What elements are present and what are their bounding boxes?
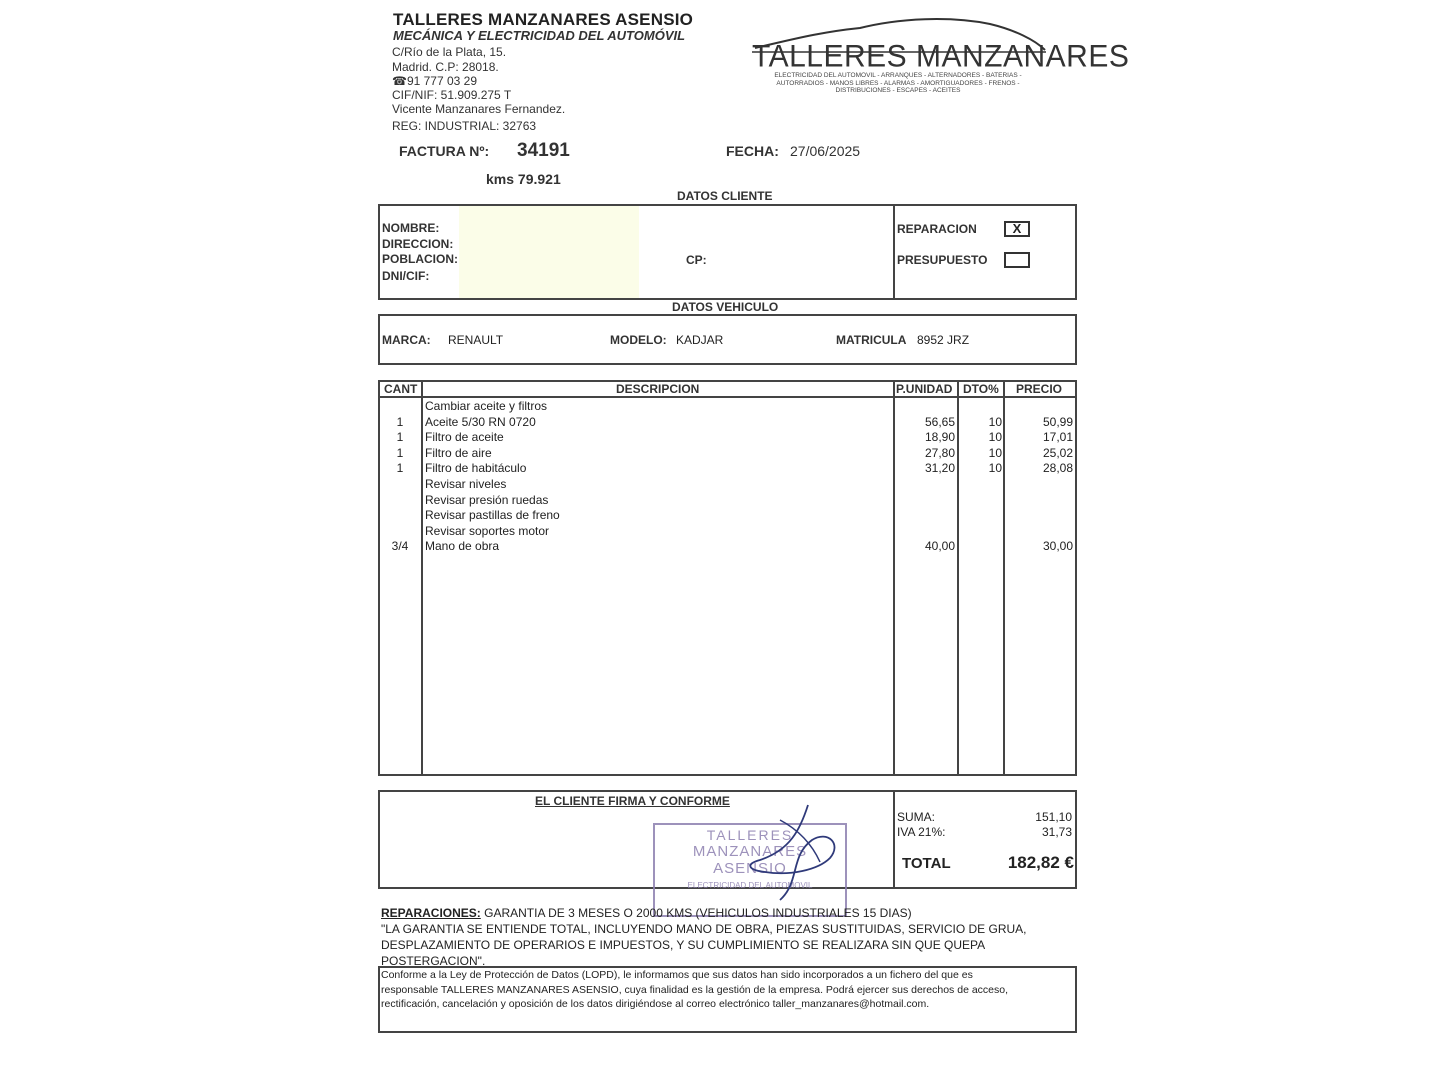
header-price: PRECIO [1016, 382, 1063, 396]
reparacion-checkbox[interactable]: X [1004, 221, 1030, 237]
stamp-line-1: TALLERES [706, 827, 794, 843]
item-description: Filtro de habitáculo [425, 461, 527, 476]
stamp-line-3: ELECTRICIDAD DEL AUTOMOVIL [687, 881, 813, 890]
item-price: 25,02 [1042, 445, 1073, 460]
suma-label: SUMA: [897, 810, 936, 824]
item-price: 30,00 [1042, 539, 1073, 554]
warranty-line-2: "LA GARANTIA SE ENTIENDE TOTAL, INCLUYENDO MANO DE OBRA, PIEZAS SUSTITUIDAS, SERVICIO DE GRUA, [381, 922, 1027, 936]
item-description: Revisar soportes motor [425, 523, 550, 538]
company-phone: ☎91 777 03 29 [392, 74, 478, 88]
warranty-line-4: POSTERGACION". [381, 954, 486, 968]
item-unit-price: 56,65 [924, 414, 955, 429]
item-qty: 1 [396, 414, 404, 429]
client-town-label: POBLACION: [382, 252, 458, 266]
client-section-title: DATOS CLIENTE [677, 189, 773, 203]
iva-label: IVA 21%: [897, 825, 946, 839]
company-reg: REG: INDUSTRIAL: 32763 [392, 119, 537, 133]
presupuesto-label: PRESUPUESTO [897, 253, 988, 267]
company-address: C/Río de la Plata, 15. [392, 45, 507, 59]
presupuesto-checkbox[interactable] [1004, 252, 1030, 268]
warranty-text: GARANTIA DE 3 MESES O 2000 KMS (VEHICULOS INDUSTRIALES 15 DIAS) [480, 906, 912, 920]
warranty-label: REPARACIONES: [381, 906, 481, 920]
item-description: Aceite 5/30 RN 0720 [425, 414, 536, 429]
header-desc: DESCRIPCION [616, 382, 700, 396]
item-discount: 10 [988, 445, 1002, 460]
item-description: Revisar niveles [425, 477, 507, 491]
col-divider-desc [893, 380, 895, 776]
redacted-client-data [459, 206, 639, 298]
lopd-text [381, 968, 1073, 1012]
item-discount: 10 [988, 461, 1002, 476]
logo-title: TALLERES MANZANARES [752, 39, 1130, 74]
item-discount: 10 [988, 430, 1002, 445]
totals-divider [893, 790, 895, 889]
item-price: 17,01 [1042, 430, 1073, 445]
marca-value: RENAULT [448, 333, 504, 347]
lopd-line-1: Conforme a la Ley de Protección de Datos (LOPD), le informamos que sus datos han sido incorporados a un fichero del que es [381, 969, 973, 981]
item-description: Filtro de aire [425, 445, 492, 460]
marca-label: MARCA: [382, 333, 431, 347]
reparacion-label: REPARACION [897, 222, 977, 236]
client-divider [893, 204, 895, 300]
item-unit-price: 27,80 [924, 445, 955, 460]
col-divider-dto [1003, 380, 1005, 776]
modelo-label: MODELO: [610, 333, 667, 347]
invoice-kms: kms 79.921 [486, 171, 561, 187]
client-name-label: NOMBRE: [382, 221, 440, 235]
logo-services: ELECTRICIDAD DEL AUTOMOVIL - ARRANQUES - ALTERNADORES - BATERIAS - AUTORRADIOS - MANOS LIBRES - ALARMAS - AMORTIGUADORES - FRENOS - DISTRIBUCIONES - ESCAPES - ACEITES [774, 72, 1022, 94]
item-price: 50,99 [1042, 414, 1073, 429]
invoice-number: 34191 [517, 140, 570, 161]
header-dto: DTO% [963, 382, 999, 396]
item-description: Revisar pastillas de freno [425, 508, 560, 523]
item-description: Cambiar aceite y filtros [425, 399, 548, 413]
lopd-line-2: responsable TALLERES MANZANARES ASENSIO, cuya finalidad es la gestión de la empresa. Podrá ejercer sus derechos de acceso, [381, 983, 1009, 996]
item-qty: 1 [396, 461, 404, 476]
iva-value: 31,73 [1041, 825, 1072, 839]
header-unit: P.UNIDAD [896, 382, 953, 396]
item-qty: 1 [396, 430, 404, 445]
item-discount: 10 [988, 414, 1002, 429]
lopd-line-3: rectificación, cancelación y oposición de los datos dirigiéndose al correo electrónico taller_manzanares@hotmail.com. [381, 998, 930, 1010]
suma-value: 151,10 [1035, 810, 1072, 824]
invoice-date-label: FECHA: [726, 143, 779, 159]
items-header-rule [378, 396, 1077, 398]
warranty-block [381, 905, 1081, 969]
company-cif: CIF/NIF: 51.909.275 T [392, 88, 512, 102]
total-label: TOTAL [902, 855, 951, 872]
client-dni-label: DNI/CIF: [382, 269, 430, 283]
matricula-label: MATRICULA [836, 333, 907, 347]
matricula-value: 8952 JRZ [917, 333, 970, 347]
item-unit-price: 18,90 [924, 430, 955, 445]
client-address-label: DIRECCION: [382, 237, 454, 251]
company-city: Madrid. C.P: 28018. [392, 60, 499, 74]
item-qty: 1 [396, 445, 404, 460]
modelo-value: KADJAR [676, 333, 724, 347]
invoice-number-label: FACTURA Nº: [399, 143, 490, 159]
header-cant: CANT [384, 382, 418, 396]
signature [720, 800, 860, 910]
item-unit-price: 40,00 [924, 539, 955, 554]
col-divider-cant [421, 380, 423, 776]
company-subtitle: MECÁNICA Y ELECTRICIDAD DEL AUTOMÓVIL [393, 28, 686, 43]
client-cp-label: CP: [686, 253, 707, 267]
total-value: 182,82 € [1007, 853, 1074, 872]
company-name: TALLERES MANZANARES ASENSIO [393, 10, 694, 29]
col-divider-unit [957, 380, 959, 776]
company-owner: Vicente Manzanares Fernandez. [392, 102, 566, 116]
client-signature-label: EL CLIENTE FIRMA Y CONFORME [535, 794, 730, 808]
stamp-line-2: MANZANARES ASENSIO [692, 843, 808, 877]
item-price: 28,08 [1042, 461, 1073, 476]
item-description: Filtro de aceite [425, 430, 504, 445]
item-unit-price: 31,20 [924, 461, 955, 476]
item-qty: 3/4 [391, 539, 409, 554]
vehicle-section-title: DATOS VEHICULO [672, 300, 779, 314]
warranty-line-3: DESPLAZAMIENTO DE OPERARIOS E IMPUESTOS, Y SU CUMPLIMIENTO SE REALIZARA SIN QUE QUEPA [381, 938, 986, 952]
item-description: Revisar presión ruedas [425, 492, 549, 507]
invoice-date: 27/06/2025 [790, 143, 861, 159]
item-description: Mano de obra [425, 539, 500, 554]
